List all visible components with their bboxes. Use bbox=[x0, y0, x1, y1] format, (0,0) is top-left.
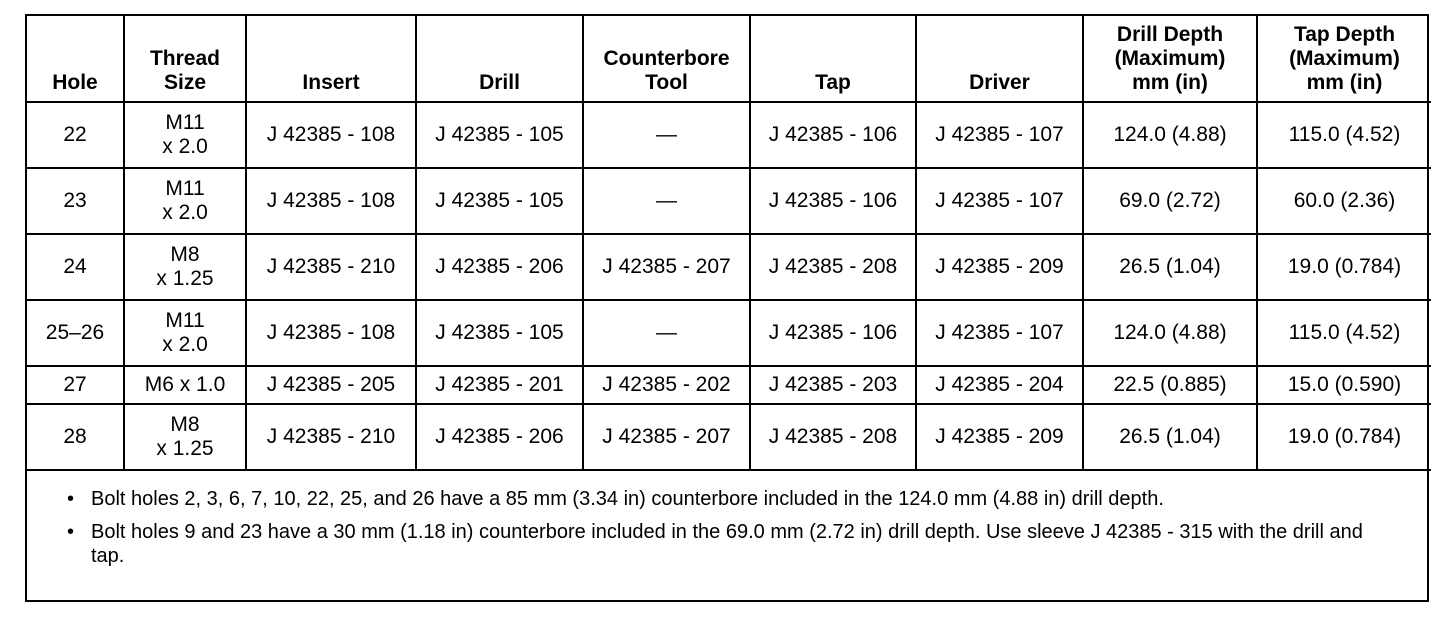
cell-counterbore-tool: J 42385 - 202 bbox=[583, 366, 750, 404]
header-label: Thread Size bbox=[149, 47, 220, 94]
cell-hole: 25–26 bbox=[27, 300, 124, 366]
cell-tap-depth: 19.0 (0.784) bbox=[1257, 404, 1431, 470]
table-row bbox=[27, 168, 1431, 234]
header-tap: Tap bbox=[750, 16, 916, 102]
cell-tap-depth: 115.0 (4.52) bbox=[1257, 102, 1431, 168]
cell-drill-depth: 22.5 (0.885) bbox=[1083, 366, 1257, 404]
table-row bbox=[27, 300, 1431, 366]
cell-drill: J 42385 - 201 bbox=[416, 366, 583, 404]
tool-chart bbox=[25, 14, 1429, 602]
cell-tap: J 42385 - 208 bbox=[750, 234, 916, 300]
cell-counterbore-tool: — bbox=[583, 102, 750, 168]
table-row bbox=[27, 234, 1431, 300]
cell-insert: J 42385 - 205 bbox=[246, 366, 416, 404]
bullet-icon: • bbox=[67, 521, 75, 543]
cell-driver: J 42385 - 107 bbox=[916, 102, 1083, 168]
cell-insert: J 42385 - 108 bbox=[246, 102, 416, 168]
header-row bbox=[27, 16, 1431, 102]
header-drill: Drill bbox=[416, 16, 583, 102]
cell-hole: 22 bbox=[27, 102, 124, 168]
cell-tap: J 42385 - 106 bbox=[750, 168, 916, 234]
note-text: Bolt holes 2, 3, 6, 7, 10, 22, 25, and 26 have a 85 mm (3.34 in) counterbore included in the 124.0 mm (4.88 in) drill depth. bbox=[91, 488, 1164, 510]
cell-insert: J 42385 - 210 bbox=[246, 234, 416, 300]
table-row bbox=[27, 366, 1431, 404]
cell-insert: J 42385 - 210 bbox=[246, 404, 416, 470]
header-thread-size bbox=[124, 16, 246, 102]
cell-thread-size: M11 x 2.0 bbox=[124, 168, 246, 234]
cell-tap-depth: 19.0 (0.784) bbox=[1257, 234, 1431, 300]
cell-drill-depth: 26.5 (1.04) bbox=[1083, 234, 1257, 300]
cell-drill: J 42385 - 206 bbox=[416, 234, 583, 300]
bullet-icon: • bbox=[67, 488, 75, 510]
cell-tap: J 42385 - 106 bbox=[750, 300, 916, 366]
notes-section bbox=[27, 471, 1427, 568]
cell-driver: J 42385 - 107 bbox=[916, 168, 1083, 234]
cell-counterbore-tool: — bbox=[583, 168, 750, 234]
cell-hole: 28 bbox=[27, 404, 124, 470]
cell-thread-size: M8 x 1.25 bbox=[124, 404, 246, 470]
cell-drill-depth: 124.0 (4.88) bbox=[1083, 102, 1257, 168]
cell-drill: J 42385 - 105 bbox=[416, 102, 583, 168]
cell-counterbore-tool: J 42385 - 207 bbox=[583, 404, 750, 470]
cell-tap-depth: 115.0 (4.52) bbox=[1257, 300, 1431, 366]
cell-hole: 27 bbox=[27, 366, 124, 404]
cell-counterbore-tool: J 42385 - 207 bbox=[583, 234, 750, 300]
cell-driver: J 42385 - 209 bbox=[916, 234, 1083, 300]
cell-driver: J 42385 - 209 bbox=[916, 404, 1083, 470]
header-drill-depth: Drill Depth (Maximum) mm (in) bbox=[1083, 16, 1257, 102]
cell-tap: J 42385 - 208 bbox=[750, 404, 916, 470]
cell-hole: 24 bbox=[27, 234, 124, 300]
header-insert: Insert bbox=[246, 16, 416, 102]
header-counterbore-tool: Counterbore Tool bbox=[583, 16, 750, 102]
header-tap-depth: Tap Depth (Maximum) mm (in) bbox=[1257, 16, 1431, 102]
cell-tap-depth: 15.0 (0.590) bbox=[1257, 366, 1431, 404]
cell-thread-size: M11 x 2.0 bbox=[124, 102, 246, 168]
cell-thread-size: M6 x 1.0 bbox=[124, 366, 246, 404]
header-driver: Driver bbox=[916, 16, 1083, 102]
cell-tap: J 42385 - 203 bbox=[750, 366, 916, 404]
tool-table bbox=[27, 16, 1431, 471]
note-item bbox=[67, 487, 1387, 511]
table-row bbox=[27, 404, 1431, 470]
cell-insert: J 42385 - 108 bbox=[246, 168, 416, 234]
cell-tap: J 42385 - 106 bbox=[750, 102, 916, 168]
cell-insert: J 42385 - 108 bbox=[246, 300, 416, 366]
header-hole: Hole bbox=[27, 16, 124, 102]
note-text: Bolt holes 9 and 23 have a 30 mm (1.18 in) counterbore included in the 69.0 mm (2.72 in) drill depth. Use sleeve J 42385 - 315 with the drill and tap. bbox=[91, 521, 1363, 567]
cell-thread-size: M8 x 1.25 bbox=[124, 234, 246, 300]
cell-drill: J 42385 - 105 bbox=[416, 168, 583, 234]
cell-drill-depth: 26.5 (1.04) bbox=[1083, 404, 1257, 470]
cell-thread-size: M11 x 2.0 bbox=[124, 300, 246, 366]
cell-driver: J 42385 - 107 bbox=[916, 300, 1083, 366]
cell-driver: J 42385 - 204 bbox=[916, 366, 1083, 404]
note-item bbox=[67, 520, 1387, 568]
cell-tap-depth: 60.0 (2.36) bbox=[1257, 168, 1431, 234]
cell-drill-depth: 124.0 (4.88) bbox=[1083, 300, 1257, 366]
cell-drill: J 42385 - 105 bbox=[416, 300, 583, 366]
cell-drill-depth: 69.0 (2.72) bbox=[1083, 168, 1257, 234]
cell-drill: J 42385 - 206 bbox=[416, 404, 583, 470]
table-row bbox=[27, 102, 1431, 168]
cell-counterbore-tool: — bbox=[583, 300, 750, 366]
cell-hole: 23 bbox=[27, 168, 124, 234]
